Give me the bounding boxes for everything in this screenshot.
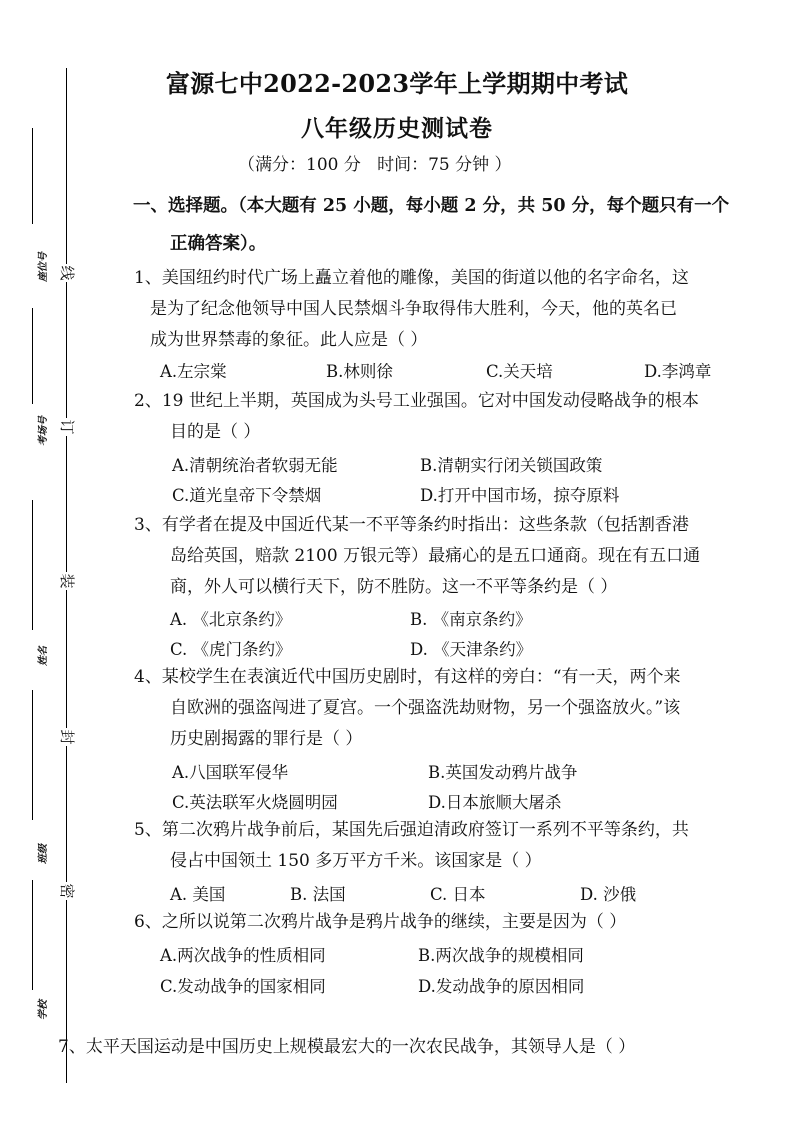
school-exam-title: 富源七中2022-2023学年上学期期中考试 <box>165 69 629 98</box>
question-6-option-a[interactable]: A.两次战争的性质相同 <box>160 946 326 965</box>
question-4-stem-line2: 自欧洲的强盗闯进了夏宫。一个强盗洗劫财物，另一个强盗放火。”该 <box>170 698 681 718</box>
binding-word-xian: 线 <box>58 265 76 281</box>
exam-room-label: 考场号 <box>38 416 49 446</box>
question-4-stem-line3: 历史剧揭露的罪行是（ ） <box>170 729 363 749</box>
binding-word-feng: 封 <box>58 729 76 745</box>
section-heading-line2: 正确答案）。 <box>170 234 267 254</box>
question-2-option-c[interactable]: C.道光皇帝下令禁烟 <box>172 486 322 505</box>
question-3-stem-line2: 岛给英国，赔款 2100 万银元等）最痛心的是五口通商。现在有五口通 <box>170 546 701 566</box>
question-5-option-d[interactable]: D. 沙俄 <box>580 885 637 904</box>
seat-number-label: 座位号 <box>38 252 49 282</box>
question-6-option-b[interactable]: B.两次战争的规模相同 <box>418 946 584 965</box>
paper-title: 八年级历史测试卷 <box>301 115 493 142</box>
question-1-stem-line1: 1、美国纽约时代广场上矗立着他的雕像，美国的街道以他的名字命名，这 <box>134 268 689 288</box>
question-1-option-a[interactable]: A.左宗棠 <box>160 362 227 381</box>
question-4-option-b[interactable]: B.英国发动鸦片战争 <box>428 763 578 782</box>
question-6-stem-line1: 6、之所以说第二次鸦片战争是鸦片战争的继续，主要是因为（ ） <box>134 912 627 932</box>
class-underline <box>32 690 33 820</box>
school-label: 学校 <box>38 1000 49 1020</box>
section-heading-line1: 一、选择题。（本大题有 25 小题，每小题 2 分，共 50 分，每个题只有一个 <box>133 196 730 216</box>
question-4-option-d[interactable]: D.日本旅顺大屠杀 <box>428 793 562 812</box>
question-4-option-a[interactable]: A.八国联军侵华 <box>172 763 289 782</box>
question-6-option-c[interactable]: C.发动战争的国家相同 <box>160 977 326 996</box>
question-1 <box>134 263 689 356</box>
question-2-option-d[interactable]: D.打开中国市场，掠夺原料 <box>420 486 620 505</box>
question-6 <box>134 907 626 938</box>
question-6-option-d[interactable]: D.发动战争的原因相同 <box>418 977 585 996</box>
name-underline <box>32 500 33 630</box>
question-3-stem-line1: 3、有学者在提及中国近代某一不平等条约时指出：这些条款（包括割香港 <box>134 515 689 535</box>
exam-room-underline <box>32 308 33 404</box>
question-2-option-b[interactable]: B.清朝实行闭关锁国政策 <box>420 456 603 475</box>
name-label: 姓名 <box>38 646 49 666</box>
school-underline <box>32 880 33 990</box>
question-2 <box>134 386 699 448</box>
question-1-option-c[interactable]: C.关天培 <box>486 362 553 381</box>
question-3-option-c[interactable]: C. 《虎门条约》 <box>170 640 292 659</box>
question-1-stem-line3: 成为世界禁毒的象征。此人应是（ ） <box>150 330 428 350</box>
binding-word-ding: 订 <box>58 419 76 435</box>
question-2-stem-line2: 目的是（ ） <box>170 422 261 442</box>
question-5-option-a[interactable]: A. 美国 <box>170 885 226 904</box>
binding-word-mi: 密 <box>58 883 76 899</box>
question-5-stem-line1: 5、第二次鸦片战争前后，某国先后强迫清政府签订一系列不平等条约，共 <box>134 820 689 840</box>
exam-meta: （满分：100 分 时间：75 分钟 ） <box>238 155 512 175</box>
question-5 <box>134 815 689 877</box>
question-3-option-d[interactable]: D. 《天津条约》 <box>410 640 533 659</box>
question-2-stem-line1: 2、19 世纪上半期，英国成为头号工业强国。它对中国发动侵略战争的根本 <box>134 391 699 411</box>
question-7-stem-line1: 7、太平天国运动是中国历史上规模最宏大的一次农民战争，其领导人是（ ） <box>58 1037 636 1057</box>
question-7 <box>58 1032 635 1063</box>
question-3 <box>134 510 700 603</box>
question-1-option-b[interactable]: B.林则徐 <box>326 362 393 381</box>
section-heading <box>133 187 743 263</box>
question-2-option-a[interactable]: A.清朝统治者软弱无能 <box>172 456 338 475</box>
question-3-option-a[interactable]: A. 《北京条约》 <box>170 610 292 629</box>
question-3-stem-line3: 商，外人可以横行天下，防不胜防。这一不平等条约是（ ） <box>170 577 618 597</box>
question-1-stem-line2: 是为了纪念他领导中国人民禁烟斗争取得伟大胜利，今天，他的英名已 <box>150 299 677 319</box>
question-5-option-b[interactable]: B. 法国 <box>290 885 346 904</box>
question-3-option-b[interactable]: B. 《南京条约》 <box>410 610 532 629</box>
class-label: 班级 <box>38 844 49 864</box>
question-4-stem-line1: 4、某校学生在表演近代中国历史剧时，有这样的旁白：“有一天，两个来 <box>134 667 681 687</box>
question-4-option-c[interactable]: C.英法联军火烧圆明园 <box>172 793 338 812</box>
question-1-option-d[interactable]: D.李鸿章 <box>644 362 712 381</box>
question-5-option-c[interactable]: C. 日本 <box>430 885 486 904</box>
question-5-stem-line2: 侵占中国领土 150 多万平方千米。该国家是（ ） <box>170 851 542 871</box>
question-4 <box>134 662 681 755</box>
binding-word-zhuang: 装 <box>58 573 76 589</box>
